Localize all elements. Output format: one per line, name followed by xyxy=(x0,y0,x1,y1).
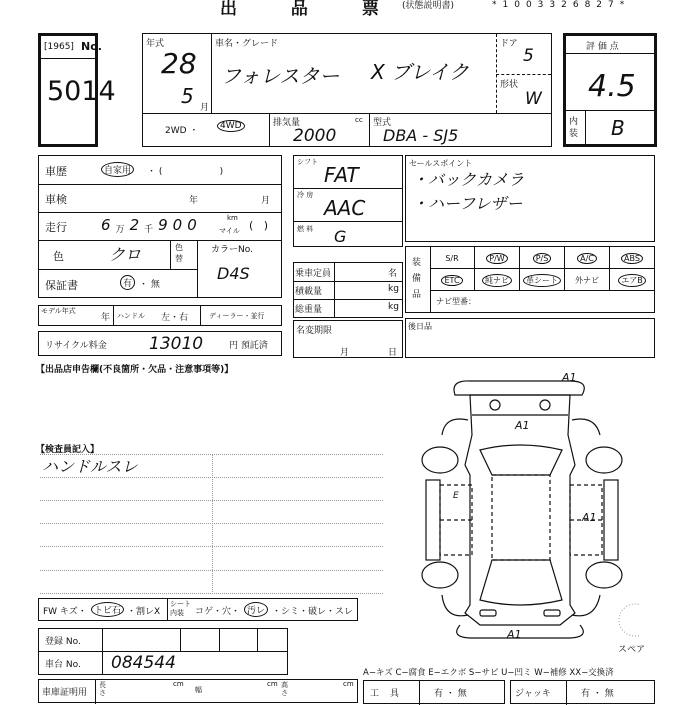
color-change-label: 色替 xyxy=(175,243,183,263)
equipment-item: エアB xyxy=(618,274,646,287)
warranty-label: 保証書 xyxy=(45,279,78,292)
seat-label: シート内装 xyxy=(170,600,191,617)
year-value: 28 xyxy=(161,47,197,80)
name-change-month: 月 xyxy=(340,348,350,358)
damage-mark-left-door: E xyxy=(453,491,459,501)
interior-label: 内装 xyxy=(569,117,579,139)
cc-unit: cc xyxy=(355,116,363,124)
ac-label: 冷 房 xyxy=(297,191,314,199)
shift-value: FAT xyxy=(324,163,359,187)
door-label: ドア xyxy=(500,39,518,49)
garage-height: 高さ xyxy=(281,681,288,697)
equipment-item: A/C xyxy=(577,253,597,264)
sales-points-box xyxy=(405,155,655,242)
score-value: 4.5 xyxy=(588,69,636,104)
damage-mark-trunk: A1 xyxy=(515,419,530,432)
displacement-value: 2000 xyxy=(293,126,337,146)
model-year-row xyxy=(38,305,282,326)
name-change-label: 名変期限 xyxy=(296,326,333,336)
mileage-unit: 千 xyxy=(144,225,154,235)
damage-mark-right-door: A1 xyxy=(582,511,597,524)
equipment-item: P/W xyxy=(486,253,507,264)
lot-number-box xyxy=(38,33,116,147)
inspection-month: 月 xyxy=(261,196,271,206)
dealer-label: ディーラー・並行 xyxy=(209,312,265,320)
spare-label: スペア xyxy=(618,645,646,655)
sheet-subtitle: (状態説明書) xyxy=(402,1,455,11)
inspection-year: 年 xyxy=(189,196,199,206)
equipment-cell xyxy=(520,269,565,291)
mileage-digit: 0 xyxy=(172,216,183,234)
history-private-circled: 自家用 xyxy=(101,162,134,177)
history-table xyxy=(38,155,282,298)
sales-point-item: ・バックカメラ xyxy=(412,170,525,189)
equipment-cell xyxy=(430,269,475,291)
mileage-digit: 9 xyxy=(158,216,168,234)
equipment-box xyxy=(405,246,655,313)
fw-chip-circled: トビ石 xyxy=(91,602,124,617)
month-unit: 月 xyxy=(200,103,210,113)
spec-box xyxy=(293,155,403,247)
model-year-unit: 年 xyxy=(101,313,111,323)
recycle-value: 13010 xyxy=(149,334,204,354)
drive-2wd: 2WD ・ xyxy=(165,126,199,136)
capacity-table xyxy=(293,262,403,318)
cm-unit: cm xyxy=(343,680,354,688)
door-count: 5 xyxy=(523,46,534,66)
displacement-label: 排気量 xyxy=(273,118,301,128)
nav-model-label: ナビ型番： xyxy=(436,297,476,306)
model-label: 型式 xyxy=(373,118,392,128)
equipment-cell xyxy=(565,269,610,291)
tools-row xyxy=(363,680,505,704)
seat-a: コゲ・穴・ xyxy=(195,607,241,617)
history-label: 車歴 xyxy=(45,165,67,178)
score-box xyxy=(563,33,657,147)
equipment-cell xyxy=(610,269,655,291)
equipment-cell xyxy=(475,269,520,291)
inspector-label: 【検査員記入】 xyxy=(36,445,100,455)
seat-other: ・シミ・破レ・スレ xyxy=(272,607,354,617)
capacity-label: 乗車定員 xyxy=(295,269,332,279)
mileage-paren: ( ) xyxy=(249,219,269,232)
fuel-value: G xyxy=(334,227,347,246)
jack-options: 有 ・ 無 xyxy=(581,689,614,699)
car-name: フォレスター xyxy=(221,64,340,88)
equipment-item: ETC xyxy=(441,275,462,286)
equipment-item: 革シート xyxy=(523,274,561,287)
seller-notes-label: 【出品店申告欄(不良箇所・欠品・注意事項等)】 xyxy=(36,365,234,375)
color-label: 色 xyxy=(53,250,64,263)
equipment-cell xyxy=(520,247,565,269)
fw-other: ・割レX xyxy=(127,607,161,617)
equipment-item: 外ナビ xyxy=(575,275,599,285)
fuel-label: 燃 料 xyxy=(297,225,314,233)
inspector-note: ハンドルスレ xyxy=(42,457,138,476)
barcode-number: *1003326827* xyxy=(492,0,631,10)
gross-label: 総重量 xyxy=(295,305,323,315)
km-unit: km xyxy=(227,214,238,222)
seat-stain-circled: 汚レ xyxy=(244,602,268,617)
later-items-label: 後日品 xyxy=(408,322,432,331)
color-no-label: カラーNo. xyxy=(211,245,253,255)
year-label: 年式 xyxy=(146,39,165,49)
tools-label: 工 具 xyxy=(370,689,403,699)
mileage-digit: 6 xyxy=(101,216,111,234)
mileage-digit: 0 xyxy=(187,216,197,234)
warranty-no: ・ 無 xyxy=(139,280,160,290)
later-items-box xyxy=(405,318,655,358)
history-other: ・ ( ) xyxy=(147,167,224,177)
equipment-item: S/R xyxy=(445,253,459,263)
lot-stamp: [1965] xyxy=(44,42,74,52)
jack-row xyxy=(510,680,655,704)
recycle-label: リサイクル料金 xyxy=(45,341,107,351)
garage-row xyxy=(38,679,358,703)
handle-label: ハンドル xyxy=(117,312,145,320)
ac-value: AAC xyxy=(324,196,366,220)
equipment-cell xyxy=(430,247,475,269)
name-label: 車名・グレード xyxy=(215,39,279,49)
chassis-no-value: 084544 xyxy=(111,653,176,673)
equipment-cell xyxy=(610,247,655,269)
mile-unit: マイル xyxy=(219,227,240,235)
capacity-unit: 名 xyxy=(388,269,398,279)
inspection-label: 車検 xyxy=(45,193,67,206)
vehicle-box xyxy=(142,33,552,147)
load-unit: kg xyxy=(388,284,399,294)
interior-grade: B xyxy=(611,116,625,140)
equipment-item: ABS xyxy=(621,253,643,264)
load-label: 積載量 xyxy=(295,287,323,297)
score-label: 評 価 点 xyxy=(586,42,619,52)
warranty-yes-circled: 有 xyxy=(120,275,135,290)
equipment-label: 装備品 xyxy=(412,258,422,300)
garage-label: 車庫証明用 xyxy=(42,688,88,698)
model-year-label: モデル年式 xyxy=(41,307,76,315)
recycle-row xyxy=(38,331,282,356)
mileage-value xyxy=(101,218,197,235)
mileage-unit: 万 xyxy=(115,225,125,235)
color-value: クロ xyxy=(109,245,142,264)
shape-label: 形状 xyxy=(500,80,519,90)
damage-mark-front-bumper: A1 xyxy=(507,628,522,641)
garage-width: 幅 xyxy=(195,686,202,694)
jack-label: ジャッキ xyxy=(515,689,551,699)
shape-value: W xyxy=(525,89,542,109)
equipment-cell xyxy=(565,247,610,269)
handle-value: 左・右 xyxy=(161,313,189,323)
month-value: 5 xyxy=(181,84,194,108)
car-grade: X ブレイク xyxy=(371,60,469,84)
lot-number: 5014 xyxy=(47,76,116,107)
registration-table xyxy=(38,628,288,675)
model-value: DBA - SJ5 xyxy=(383,126,459,145)
name-change-box xyxy=(293,320,403,358)
recycle-unit: 円 預託済 xyxy=(229,341,268,351)
mileage-digit: 2 xyxy=(129,216,140,234)
equipment-item: P/S xyxy=(533,253,552,264)
shift-label: シフト xyxy=(297,158,318,166)
equipment-item: 純ナビ xyxy=(482,274,512,287)
equipment-cell xyxy=(475,247,520,269)
reg-no-label: 登録 No. xyxy=(45,637,81,647)
cm-unit: cm xyxy=(267,680,278,688)
car-damage-diagram xyxy=(420,375,640,650)
damage-mark-rear-bumper: A1 xyxy=(562,371,577,384)
tools-options: 有 ・ 無 xyxy=(434,689,467,699)
sales-point-item: ・ハーフレザー xyxy=(412,194,523,213)
garage-length: 長さ xyxy=(99,681,106,697)
name-change-day: 日 xyxy=(388,348,398,358)
fw-label: FW キズ・ xyxy=(43,607,87,617)
color-no-value: D4S xyxy=(217,264,250,283)
mileage-label: 走行 xyxy=(45,221,67,234)
drive-4wd-circled: 4WD xyxy=(217,120,245,132)
cm-unit: cm xyxy=(173,680,184,688)
gross-unit: kg xyxy=(388,302,399,312)
damage-row xyxy=(38,598,358,621)
chassis-no-label: 車台 No. xyxy=(45,660,81,670)
lot-no-label: No. xyxy=(81,40,102,53)
sales-points-label: セールスポイント xyxy=(409,159,473,168)
sheet-title: 出 品 票 xyxy=(220,0,403,19)
damage-legend: A−キズ C−腐食 E−エクボ S−サビ U−凹ミ W−補修 XX−交換済 xyxy=(363,668,614,678)
